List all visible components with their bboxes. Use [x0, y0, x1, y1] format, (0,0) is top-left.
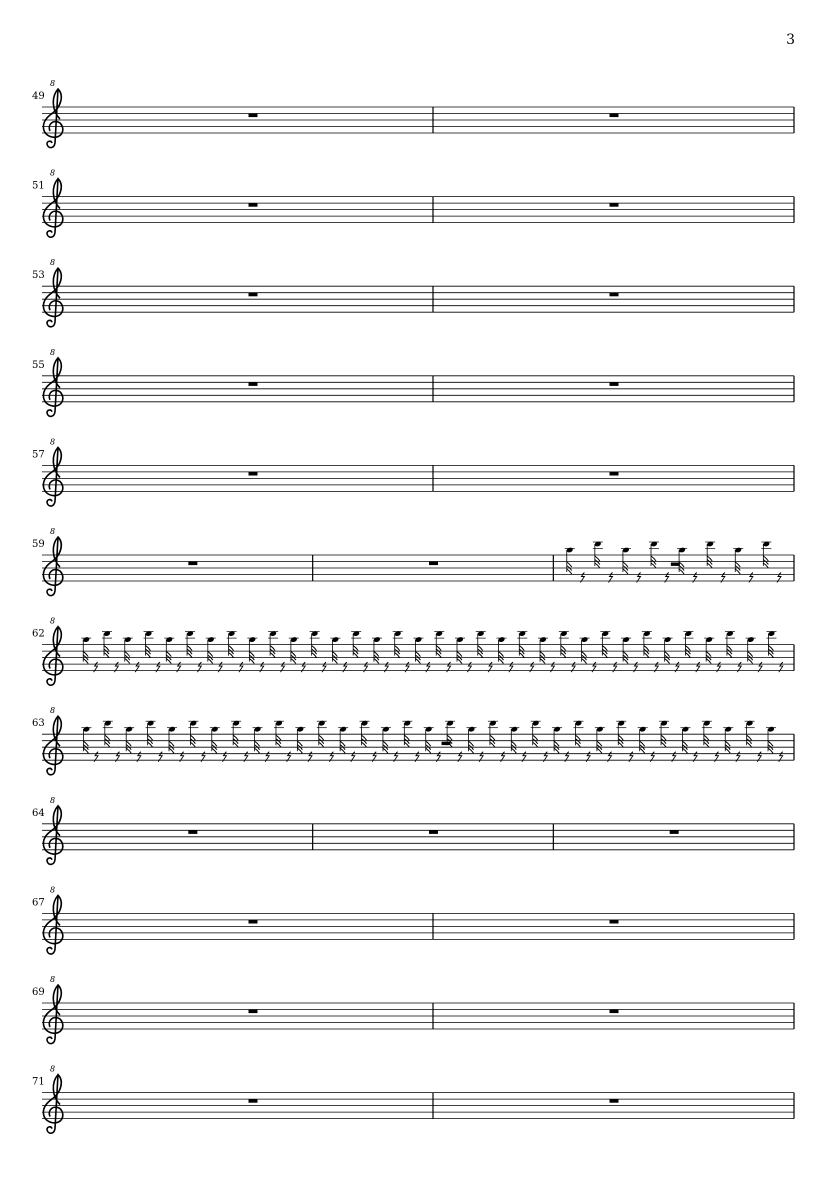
sixteenth-note-icon	[164, 636, 174, 663]
sixteenth-note-icon	[573, 720, 583, 747]
octave-mark: 8	[50, 527, 56, 536]
sixteenth-note-icon	[565, 547, 575, 574]
octave-mark: 8	[50, 975, 56, 984]
sixteenth-note-icon	[663, 636, 673, 663]
whole-rest-icon	[249, 114, 258, 118]
whole-rest-icon	[610, 920, 619, 924]
sixteenth-note-icon	[360, 720, 370, 747]
sixteenth-note-icon	[761, 541, 771, 568]
staff-system	[32, 1065, 794, 1134]
sixteenth-note-icon	[81, 636, 91, 663]
sixteenth-note-icon	[124, 726, 134, 753]
sixteenth-note-icon	[509, 726, 519, 753]
staff-system	[32, 885, 794, 954]
whole-rest-icon	[610, 1010, 619, 1014]
sixteenth-note-icon	[649, 541, 659, 568]
sixteenth-note-icon	[210, 726, 220, 753]
sixteenth-note-icon	[476, 630, 486, 657]
sixteenth-note-icon	[330, 636, 340, 663]
sixteenth-note-icon	[188, 720, 198, 747]
page-number: 3	[786, 32, 795, 48]
sixteenth-note-icon	[103, 720, 113, 747]
sixteenth-note-icon	[621, 547, 631, 574]
measure-number: 67	[32, 897, 45, 909]
octave-mark: 8	[50, 258, 56, 268]
sixteenth-note-icon	[705, 541, 715, 568]
sixteenth-note-icon	[745, 720, 755, 747]
whole-rest-icon	[188, 830, 197, 834]
sixteenth-note-icon	[616, 720, 626, 747]
sixteenth-note-icon	[723, 726, 733, 753]
whole-rest-icon	[610, 203, 619, 207]
whole-rest-icon	[610, 114, 619, 118]
staff-system	[32, 348, 794, 417]
measure-number: 64	[32, 807, 45, 819]
sixteenth-note-icon	[268, 630, 278, 657]
sixteenth-note-icon	[559, 630, 569, 657]
sixteenth-note-icon	[434, 630, 444, 657]
staff-system	[32, 527, 794, 596]
whole-rest-icon	[610, 472, 619, 476]
sixteenth-note-icon	[683, 630, 693, 657]
whole-rest-icon	[249, 382, 258, 386]
sixteenth-note-icon	[424, 726, 434, 753]
sixteenth-note-icon	[381, 726, 391, 753]
staff-system	[32, 437, 794, 506]
measure-number: 51	[32, 180, 45, 192]
sixteenth-note-icon	[310, 630, 320, 657]
sixteenth-note-icon	[231, 720, 241, 747]
sixteenth-note-icon	[253, 726, 263, 753]
sixteenth-note-icon	[185, 630, 195, 657]
sixteenth-note-icon	[704, 636, 714, 663]
octave-mark: 8	[50, 885, 56, 895]
staff-system	[32, 796, 794, 865]
sixteenth-note-icon	[317, 720, 327, 747]
octave-mark: 8	[50, 79, 56, 88]
measure-number: 49	[32, 91, 45, 102]
sixteenth-note-icon	[488, 720, 498, 747]
sixteenth-note-icon	[144, 630, 154, 657]
sixteenth-note-icon	[552, 726, 562, 753]
whole-rest-icon	[610, 1099, 619, 1103]
sixteenth-note-icon	[531, 720, 541, 747]
sixteenth-note-icon	[467, 726, 477, 753]
whole-rest-icon	[249, 1099, 258, 1103]
octave-mark: 8	[50, 706, 56, 716]
measure-number: 69	[32, 987, 45, 998]
whole-rest-icon	[249, 203, 258, 207]
sixteenth-note-icon	[247, 636, 257, 663]
measure-number: 63	[32, 718, 45, 730]
sixteenth-note-icon	[733, 547, 743, 574]
staff-system	[32, 706, 794, 775]
sixteenth-note-icon	[746, 636, 756, 663]
sixteenth-note-icon	[659, 720, 669, 747]
measure-number: 62	[32, 628, 45, 640]
staff-system	[32, 617, 794, 686]
octave-mark: 8	[50, 616, 56, 626]
staff-system	[32, 169, 794, 238]
sixteenth-note-icon	[295, 726, 305, 753]
sixteenth-note-icon	[402, 720, 412, 747]
sixteenth-note-icon	[766, 630, 776, 657]
whole-rest-icon	[610, 382, 619, 386]
sixteenth-note-icon	[413, 636, 423, 663]
staff-system	[32, 79, 794, 148]
sixteenth-note-icon	[393, 630, 403, 657]
sixteenth-note-icon	[227, 630, 237, 657]
sixteenth-note-icon	[638, 726, 648, 753]
sixteenth-note-icon	[621, 636, 631, 663]
sixteenth-note-icon	[702, 720, 712, 747]
sixteenth-note-icon	[351, 630, 361, 657]
sixteenth-note-icon	[680, 726, 690, 753]
whole-rest-icon	[671, 563, 680, 566]
sixteenth-note-icon	[677, 547, 687, 574]
whole-rest-icon	[249, 920, 258, 924]
sixteenth-note-icon	[517, 630, 527, 657]
sixteenth-note-icon	[580, 636, 590, 663]
whole-rest-icon	[249, 1010, 258, 1014]
sixteenth-note-icon	[372, 636, 382, 663]
sixteenth-note-icon	[595, 726, 605, 753]
whole-rest-icon	[429, 562, 438, 566]
measure-number: 71	[32, 1076, 45, 1088]
measure-number: 57	[32, 449, 45, 461]
sixteenth-note-icon	[274, 720, 284, 747]
sixteenth-note-icon	[600, 630, 610, 657]
measure-number: 55	[32, 359, 45, 371]
sixteenth-note-icon	[102, 630, 112, 657]
staff-system	[32, 258, 794, 327]
measure-number: 53	[32, 270, 45, 282]
sixteenth-note-icon	[642, 630, 652, 657]
octave-mark: 8	[50, 1064, 56, 1074]
sixteenth-note-icon	[497, 636, 507, 663]
sixteenth-note-icon	[455, 636, 465, 663]
sixteenth-note-icon	[146, 720, 156, 747]
sixteenth-note-icon	[725, 630, 735, 657]
sixteenth-note-icon	[538, 636, 548, 663]
whole-rest-icon	[429, 830, 438, 834]
octave-mark: 8	[50, 168, 56, 178]
sixteenth-note-icon	[81, 726, 91, 753]
sixteenth-note-icon	[167, 726, 177, 753]
octave-mark: 8	[50, 795, 56, 805]
measure-number: 59	[32, 539, 45, 550]
octave-mark: 8	[50, 437, 56, 447]
staff-system	[32, 975, 794, 1044]
whole-rest-icon	[249, 293, 258, 297]
octave-mark: 8	[50, 347, 56, 357]
sixteenth-note-icon	[338, 726, 348, 753]
whole-rest-icon	[610, 293, 619, 297]
sixteenth-note-icon	[289, 636, 299, 663]
whole-rest-icon	[670, 830, 679, 834]
sixteenth-note-icon	[123, 636, 133, 663]
sixteenth-note-icon	[206, 636, 216, 663]
whole-rest-icon	[188, 562, 197, 566]
sixteenth-note-icon	[766, 726, 776, 753]
whole-rest-icon	[249, 472, 258, 476]
sixteenth-note-icon	[593, 541, 603, 568]
